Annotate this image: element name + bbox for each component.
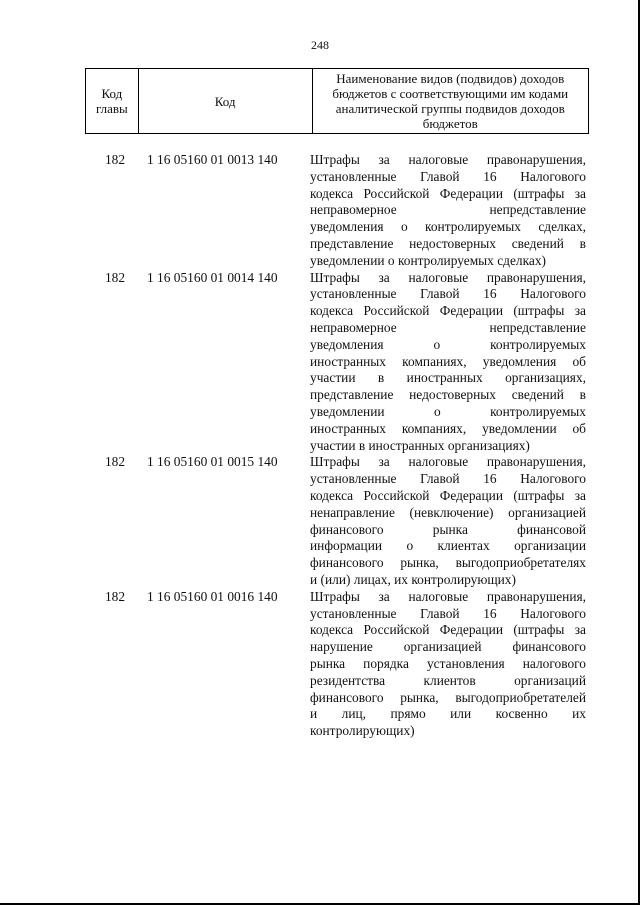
name-text-line: и лиц, прямо или косвенно их: [310, 706, 586, 722]
name-text-line: финансового рынка финансовой: [310, 521, 586, 537]
name-text-line: нарушение организацией финансового: [310, 639, 586, 655]
header-code: Код: [138, 69, 312, 134]
revenue-name-cell: [310, 152, 586, 270]
name-text-line: уведомления о контролируемых сделках,: [310, 219, 586, 235]
name-text-line: уведомлении о контролируемых: [310, 403, 586, 419]
revenue-name-cell: [310, 454, 586, 588]
chapter-code-cell: 182: [104, 269, 126, 285]
revenue-name-cell: [310, 270, 586, 455]
name-text-line: резидентства клиентов организаций: [310, 672, 586, 688]
name-text-line: информации о клиентах организации: [310, 538, 586, 554]
name-text-line: иностранных компаниях, уведомлении об: [310, 420, 586, 436]
name-text-line: установленные Главой 16 Налогового: [310, 471, 586, 487]
name-text-line: участии в иностранных организациях): [310, 437, 530, 453]
revenue-code-cell: 1 16 05160 01 0016 140: [147, 588, 278, 604]
page-number: 248: [311, 38, 329, 52]
table-row: [85, 454, 589, 588]
revenue-code-cell: 1 16 05160 01 0013 140: [147, 152, 278, 167]
name-text-line: представление недостоверных сведений в: [310, 235, 586, 251]
name-text-line: контролирующих): [310, 723, 415, 739]
header-name: Наименование видов (подвидов) доходов бюджетов с соответствующими им кодами аналитической группы подвидов доходов бюджетов: [312, 69, 588, 134]
table-header: [85, 68, 589, 134]
name-text-line: кодекса Российской Федерации (штрафы за: [310, 622, 586, 638]
name-text-line: участии в иностранных организациях,: [310, 370, 586, 386]
chapter-code-cell: 182: [104, 588, 126, 604]
chapter-code-cell: 182: [104, 454, 126, 470]
table-row: [85, 270, 589, 455]
chapter-code-cell: 182: [104, 152, 126, 167]
name-text-line: рынка порядка установления налогового: [310, 655, 586, 671]
name-text-line: Штрафы за налоговые правонарушения,: [310, 152, 586, 167]
name-text-line: иностранных компаниях, уведомления об: [310, 353, 586, 369]
revenue-code-cell: 1 16 05160 01 0015 140: [147, 454, 278, 470]
table-row: [85, 152, 589, 270]
revenue-name-cell: [310, 589, 586, 740]
name-text-line: установленные Главой 16 Налогового: [310, 168, 586, 184]
name-text-line: неправомерное непредставление: [310, 202, 586, 218]
name-text-line: и (или) лицах, их контролирующих): [310, 571, 516, 587]
name-text-line: Штрафы за налоговые правонарушения,: [310, 454, 586, 470]
name-text-line: Штрафы за налоговые правонарушения,: [310, 588, 586, 604]
name-text-line: Штрафы за налоговые правонарушения,: [310, 269, 586, 285]
name-text-line: финансового рынка, выгодоприобретателях: [310, 555, 586, 571]
name-text-line: представление недостоверных сведений в: [310, 387, 586, 403]
name-text-line: установленные Главой 16 Налогового: [310, 605, 586, 621]
name-text-line: кодекса Российской Федерации (штрафы за: [310, 185, 586, 201]
name-text-line: установленные Главой 16 Налогового: [310, 286, 586, 302]
table-row: [85, 589, 589, 740]
name-text-line: кодекса Российской Федерации (штрафы за: [310, 303, 586, 319]
name-text-line: финансового рынка, выгодоприобретателей: [310, 689, 586, 705]
name-text-line: уведомлении о контролируемых сделках): [310, 252, 546, 268]
header-chapter-code: Код главы: [86, 69, 139, 134]
name-text-line: уведомления о контролируемых: [310, 336, 586, 352]
revenue-codes-list: [85, 152, 589, 740]
name-text-line: ненаправление (невключение) организацией: [310, 504, 586, 520]
revenue-code-cell: 1 16 05160 01 0014 140: [147, 269, 278, 285]
name-text-line: неправомерное непредставление: [310, 319, 586, 335]
name-text-line: кодекса Российской Федерации (штрафы за: [310, 487, 586, 503]
